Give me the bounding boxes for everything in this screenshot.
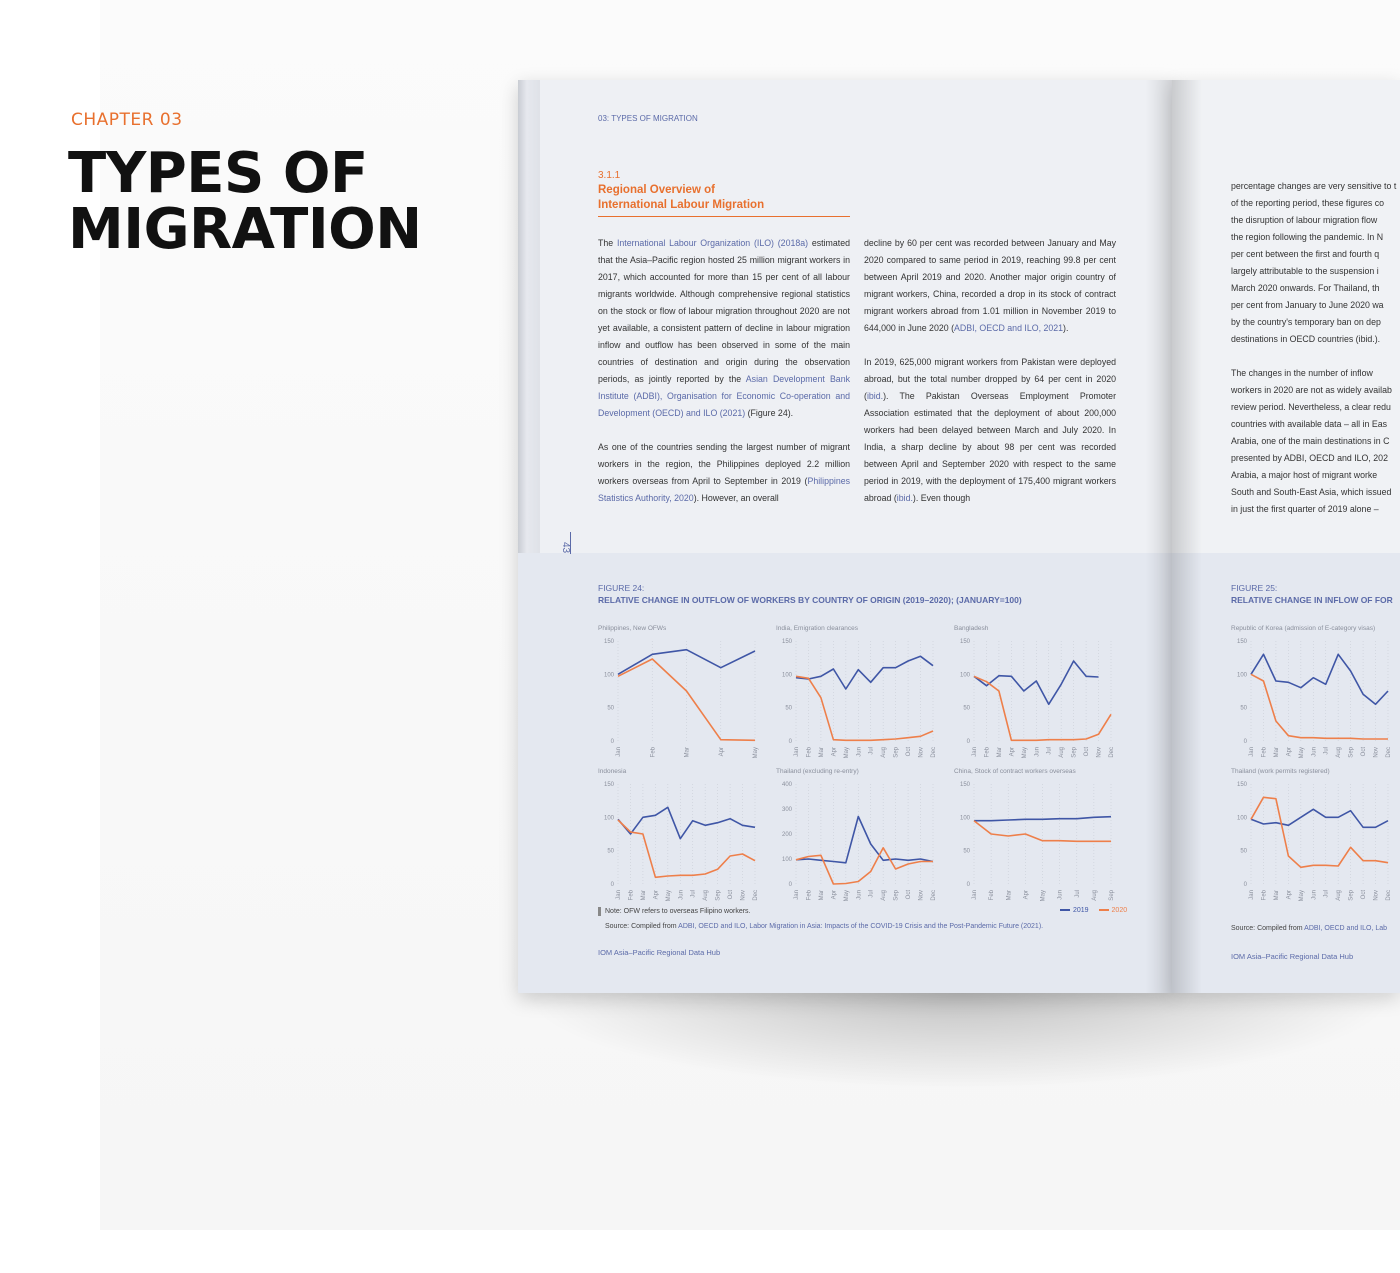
book-shadow [520, 980, 1400, 1090]
chart-plot [776, 625, 941, 770]
x-tick-label: Aug [881, 747, 888, 758]
series-line-2019 [1251, 809, 1388, 827]
text-line: review period. Nevertheless, a clear redu [1231, 402, 1391, 412]
x-tick-label: Jun [856, 747, 863, 757]
x-tick-label: Sep [1071, 747, 1078, 758]
x-tick-label: May [1021, 747, 1028, 759]
figure-label: FIGURE 25: [1231, 583, 1278, 593]
x-tick-label: Sep [1348, 890, 1355, 901]
series-line-2019 [796, 656, 933, 689]
x-tick-label: Aug [1059, 747, 1066, 758]
text-line: by the country's temporary ban on dep [1231, 317, 1381, 327]
text-line: the disruption of labour migration flow [1231, 215, 1378, 225]
series-line-2019 [1251, 654, 1388, 704]
chapter-label: CHAPTER 03 [71, 110, 183, 130]
x-tick-label: Dec [931, 747, 937, 758]
x-tick-label: Feb [806, 747, 813, 758]
text-line: Arabia, a major host of migrant worke [1231, 470, 1378, 480]
x-tick-label: Jan [794, 747, 800, 757]
text-line: March 2020 onwards. For Thailand, th [1231, 283, 1380, 293]
x-tick-label: Mar [818, 890, 825, 901]
x-tick-label: Jun [1311, 890, 1318, 900]
x-tick-label: Feb [806, 890, 813, 901]
chart-china [954, 768, 1119, 913]
x-tick-label: Jun [1034, 747, 1041, 757]
legend-label-2020: 2020 [1111, 907, 1128, 914]
figure-title: RELATIVE CHANGE IN OUTFLOW OF WORKERS BY COUNTRY OF ORIGIN (2019–2020); (JANUARY=100) [598, 595, 1022, 605]
x-tick-label: Dec [931, 890, 937, 901]
x-tick-label: Jun [856, 890, 863, 900]
text-line: destinations in OECD countries (ibid.). [1231, 334, 1381, 344]
figure-source [605, 923, 1043, 930]
text-line: workers in 2020 are not as widely availab [1231, 385, 1392, 395]
y-tick-label: 150 [781, 639, 792, 645]
paragraph [598, 235, 850, 422]
x-tick-label: Jul [868, 890, 875, 898]
x-tick-label: Jul [690, 890, 697, 898]
x-tick-label: Apr [653, 890, 660, 900]
x-tick-label: Nov [1373, 890, 1380, 901]
text-line: in just the first quarter of 2019 alone – [1231, 504, 1379, 514]
chart-india [776, 625, 941, 770]
gutter-shadow [1145, 80, 1175, 993]
text-line: per cent from January to June 2020 wa [1231, 300, 1384, 310]
chapter-title [68, 141, 422, 262]
citation-link[interactable]: Asian Development Bank Institute (ADBI), Organisation for Economic Co-operation and Development (OECD) and ILO (2021) [598, 374, 850, 418]
x-tick-label: Dec [1109, 747, 1115, 758]
chapter-title-line1: TYPES OF [68, 141, 368, 206]
x-tick-label: Mar [996, 747, 1003, 758]
x-tick-label: Jan [972, 890, 978, 900]
x-tick-label: Dec [1386, 747, 1392, 758]
text-run: ). However, an overall [693, 493, 779, 503]
x-tick-label: Mar [818, 747, 825, 758]
figure-note: Note: OFW refers to overseas Filipino workers. [605, 908, 751, 915]
x-tick-label: Jan [616, 890, 622, 900]
text-line [1231, 348, 1400, 365]
x-tick-label: Apr [831, 747, 838, 757]
chart-bangladesh [954, 625, 1119, 770]
chart-korea [1231, 625, 1396, 770]
x-tick-label: May [1040, 890, 1047, 902]
y-tick-label: 100 [1236, 815, 1247, 822]
chart-plot [954, 625, 1119, 770]
text-run: decline by 60 per cent was recorded between January and May 2020 compared to same period in 2019, reaching 99.8 per cent between April 2019 and 2020. Another major origin country of migrant workers, China, recorded a drop in its stock of contract migrant workers abroad from 1.01 million in November 2019 to 644,000 in June 2020 ( [864, 238, 1116, 333]
y-tick-label: 0 [610, 739, 614, 745]
figure-source [1231, 925, 1387, 932]
right-page [1172, 80, 1400, 993]
series-line-2020 [796, 848, 933, 884]
x-tick-label: Jul [1046, 747, 1053, 755]
x-tick-label: May [753, 747, 759, 759]
legend-swatch-2020 [1099, 909, 1109, 911]
x-tick-label: Aug [881, 890, 888, 901]
text-line: Arabia, one of the main destinations in C [1231, 436, 1390, 446]
x-tick-label: Mar [640, 890, 647, 901]
gutter-shadow [1172, 80, 1202, 993]
text-line: South and South-East Asia, which issued [1231, 487, 1392, 497]
citation-link[interactable]: ibid. [896, 493, 913, 503]
y-tick-label: 0 [610, 882, 614, 888]
y-tick-label: 50 [963, 705, 970, 712]
chart-title: Republic of Korea (admission of E-category visas) [1231, 625, 1376, 632]
chart-title: Bangladesh [954, 625, 989, 632]
citation-link[interactable]: International Labour Organization (ILO) (2018a) [616, 238, 809, 248]
section-title [598, 183, 848, 213]
x-tick-label: May [1298, 747, 1305, 759]
chart-title: Thailand (excluding re-entry) [776, 768, 859, 775]
y-tick-label: 50 [1240, 848, 1247, 855]
text-run: (Figure 24). [745, 408, 794, 418]
figure-label: FIGURE 24: [598, 583, 645, 593]
x-tick-label: Jul [868, 747, 875, 755]
x-tick-label: Jan [616, 747, 622, 757]
section-number: 3.1.1 [598, 170, 621, 181]
x-tick-label: Aug [703, 890, 710, 901]
x-tick-label: Aug [1091, 890, 1098, 901]
series-line-2020 [1251, 797, 1388, 867]
y-tick-label: 50 [785, 705, 792, 712]
chart-plot [776, 768, 941, 913]
y-tick-label: 50 [607, 848, 614, 855]
x-tick-label: Apr [831, 890, 838, 900]
y-tick-label: 50 [607, 705, 614, 712]
text-run: As one of the countries sending the largest number of migrant workers in the region, the Philippines deployed 2.2 million workers overseas from April to September in 2019 ( [598, 442, 850, 486]
y-tick-label: 0 [1243, 739, 1247, 745]
x-tick-label: Jun [678, 890, 685, 900]
citation-link[interactable]: Philippines Statistics Authority, 2020 [598, 476, 850, 503]
x-tick-label: Oct [728, 890, 735, 900]
y-tick-label: 0 [966, 882, 970, 888]
x-tick-label: Oct [906, 747, 913, 757]
legend-label-2019: 2019 [1073, 907, 1089, 914]
legend-swatch-2019 [1060, 909, 1070, 911]
x-tick-label: Apr [718, 747, 725, 757]
x-tick-label: Jan [1249, 890, 1255, 900]
x-tick-label: Jan [1249, 747, 1255, 757]
text-column-1 [598, 235, 850, 524]
left-page [518, 80, 1175, 993]
section-title-line2: International Labour Migration [598, 199, 765, 211]
running-head: 03: TYPES OF MIGRATION [598, 114, 698, 123]
x-tick-label: May [665, 890, 672, 902]
chart-plot [1231, 768, 1396, 913]
x-tick-label: May [843, 890, 850, 902]
chart-plot [954, 768, 1119, 913]
x-tick-label: Feb [989, 890, 996, 901]
text-run: estimated that the Asia–Pacific region hosted 25 million migrant workers in 2017, which accounted for more than 15 per cent of all labour migrants worldwide. Although comprehensive regional statistics on the stock or flow of labour migration throughout 2020 are not yet available, a consistent pattern of decline in labour migration inflow and outflow has been observed in some of the main countries of destination and origin during the observation periods, as jointly reported by the [598, 238, 850, 384]
y-tick-label: 150 [1236, 639, 1247, 645]
section-title-line1: Regional Overview of [598, 184, 715, 196]
x-tick-label: Aug [1336, 747, 1343, 758]
y-tick-label: 100 [603, 815, 614, 822]
x-tick-label: Sep [715, 890, 722, 901]
paragraph [864, 235, 1116, 337]
chart-title: China, Stock of contract workers overseas [954, 768, 1076, 775]
y-tick-label: 0 [788, 739, 792, 745]
text-run: Source: Compiled from [1231, 925, 1305, 932]
series-line-2020 [796, 676, 933, 740]
x-tick-label: Feb [650, 747, 657, 758]
chart-plot [1231, 625, 1396, 770]
x-tick-label: Jun [1311, 747, 1318, 757]
y-tick-label: 100 [959, 672, 970, 679]
x-tick-label: Oct [906, 890, 913, 900]
paragraph [864, 354, 1116, 507]
x-tick-label: Jul [1323, 747, 1330, 755]
text-column-2 [864, 235, 1116, 524]
y-tick-label: 150 [603, 782, 614, 788]
citation-link[interactable]: ibid. [866, 391, 884, 401]
y-tick-label: 100 [781, 672, 792, 679]
text-line: the region following the pandemic. In N [1231, 232, 1384, 242]
x-tick-label: Oct [1361, 890, 1368, 900]
page-number: 43 [560, 541, 572, 554]
x-tick-label: Apr [1286, 890, 1293, 900]
text-line: percentage changes are very sensitive to t [1231, 181, 1397, 191]
source-link[interactable]: ADBI, OECD and ILO, Labor Migration in Asia: Impacts of the COVID-19 Crisis and the Post-Pandemic Future (2021). [678, 923, 1044, 930]
y-tick-label: 50 [1240, 705, 1247, 712]
x-tick-label: Feb [1261, 890, 1268, 901]
x-tick-label: Feb [628, 890, 635, 901]
x-tick-label: May [843, 747, 850, 759]
chart-title: Thailand (work permits registered) [1231, 768, 1330, 775]
x-tick-label: Nov [1096, 747, 1103, 758]
source-link[interactable]: ADBI, OECD and ILO, Lab [1304, 925, 1388, 932]
chart-thailand-excl-reentry [776, 768, 941, 913]
text-run: In 2019, 625,000 migrant workers from Pakistan were deployed abroad, but the total number dropped by 64 per cent in 2020 ( [864, 357, 1116, 401]
y-tick-label: 200 [781, 832, 792, 838]
x-tick-label: Oct [1361, 747, 1368, 757]
series-line-2019 [974, 661, 1099, 704]
note-marker [598, 907, 601, 916]
x-tick-label: Aug [1336, 890, 1343, 901]
x-tick-label: Feb [984, 747, 991, 758]
text-run: ). Even though [912, 493, 971, 503]
x-tick-label: Jun [1057, 890, 1064, 900]
chapter-title-line2: MIGRATION [68, 197, 422, 262]
x-tick-label: Sep [1109, 890, 1115, 901]
x-tick-label: Sep [893, 747, 900, 758]
text-column-right [1231, 178, 1400, 518]
paragraph [598, 439, 850, 507]
page-footer: IOM Asia–Pacific Regional Data Hub [1231, 952, 1354, 961]
text-line: largely attributable to the suspension i [1231, 266, 1379, 276]
x-tick-label: Apr [1023, 890, 1030, 900]
y-tick-label: 300 [781, 807, 792, 813]
x-tick-label: Mar [684, 747, 691, 758]
x-tick-label: Nov [1373, 747, 1380, 758]
y-tick-label: 100 [781, 857, 792, 863]
x-tick-label: Sep [1348, 747, 1355, 758]
x-tick-label: Apr [1009, 747, 1016, 757]
chart-title: Philippines, New OFWs [598, 625, 667, 632]
chart-plot [598, 625, 763, 770]
x-tick-label: Jan [794, 890, 800, 900]
chart-indonesia [598, 768, 763, 913]
x-tick-label: Oct [1084, 747, 1091, 757]
section-rule [598, 216, 850, 217]
y-tick-label: 150 [603, 639, 614, 645]
x-tick-label: May [1298, 890, 1305, 902]
y-tick-label: 100 [1236, 672, 1247, 679]
chart-title: India, Emigration clearances [776, 625, 859, 632]
y-tick-label: 50 [963, 848, 970, 855]
text-run: ). [1063, 323, 1069, 333]
text-line: countries with available data – all in Eas [1231, 419, 1387, 429]
citation-link[interactable]: ADBI, OECD and ILO, 2021 [954, 323, 1064, 333]
text-run: Source: Compiled from [605, 923, 679, 930]
text-line: of the reporting period, these figures co [1231, 198, 1385, 208]
y-tick-label: 0 [788, 882, 792, 888]
x-tick-label: Mar [1273, 747, 1280, 758]
x-tick-label: Apr [1286, 747, 1293, 757]
text-line: The changes in the number of inflow [1231, 368, 1373, 378]
y-tick-label: 150 [959, 782, 970, 788]
y-tick-label: 150 [1236, 782, 1247, 788]
x-tick-label: Nov [918, 890, 925, 901]
text-run: ). The Pakistan Overseas Employment Promoter Association estimated that the deployment of about 200,000 workers had been delayed between March and July 2020. In India, a sharp decline by about 98 per cent was recorded between April and September 2020 with respect to the same period in 2019, with the deployment of 175,400 migrant workers abroad ( [864, 391, 1116, 503]
series-line-2020 [974, 676, 1111, 740]
text-line: presented by ADBI, OECD and ILO, 202 [1231, 453, 1388, 463]
chart-legend [1052, 907, 1127, 914]
y-tick-label: 0 [966, 739, 970, 745]
x-tick-label: Jan [972, 747, 978, 757]
y-tick-label: 0 [1243, 882, 1247, 888]
x-tick-label: Feb [1261, 747, 1268, 758]
y-tick-label: 100 [959, 815, 970, 822]
chart-philippines [598, 625, 763, 770]
text-line: per cent between the first and fourth q [1231, 249, 1380, 259]
series-line-2020 [1251, 674, 1388, 739]
y-tick-label: 150 [959, 639, 970, 645]
x-tick-label: Dec [1386, 890, 1392, 901]
y-tick-label: 400 [781, 782, 792, 788]
chart-plot [598, 768, 763, 913]
page-footer: IOM Asia–Pacific Regional Data Hub [598, 948, 721, 957]
text-run: The [598, 238, 617, 248]
x-tick-label: Jul [1323, 890, 1330, 898]
x-tick-label: Dec [753, 890, 759, 901]
x-tick-label: Mar [1006, 890, 1013, 901]
x-tick-label: Sep [893, 890, 900, 901]
x-tick-label: Jul [1074, 890, 1081, 898]
x-tick-label: Mar [1273, 890, 1280, 901]
x-tick-label: Nov [740, 890, 747, 901]
chart-thailand-permits [1231, 768, 1396, 913]
x-tick-label: Nov [918, 747, 925, 758]
chart-title: Indonesia [598, 768, 627, 775]
figure-title: RELATIVE CHANGE IN INFLOW OF FOR [1231, 595, 1393, 605]
y-tick-label: 100 [603, 672, 614, 679]
